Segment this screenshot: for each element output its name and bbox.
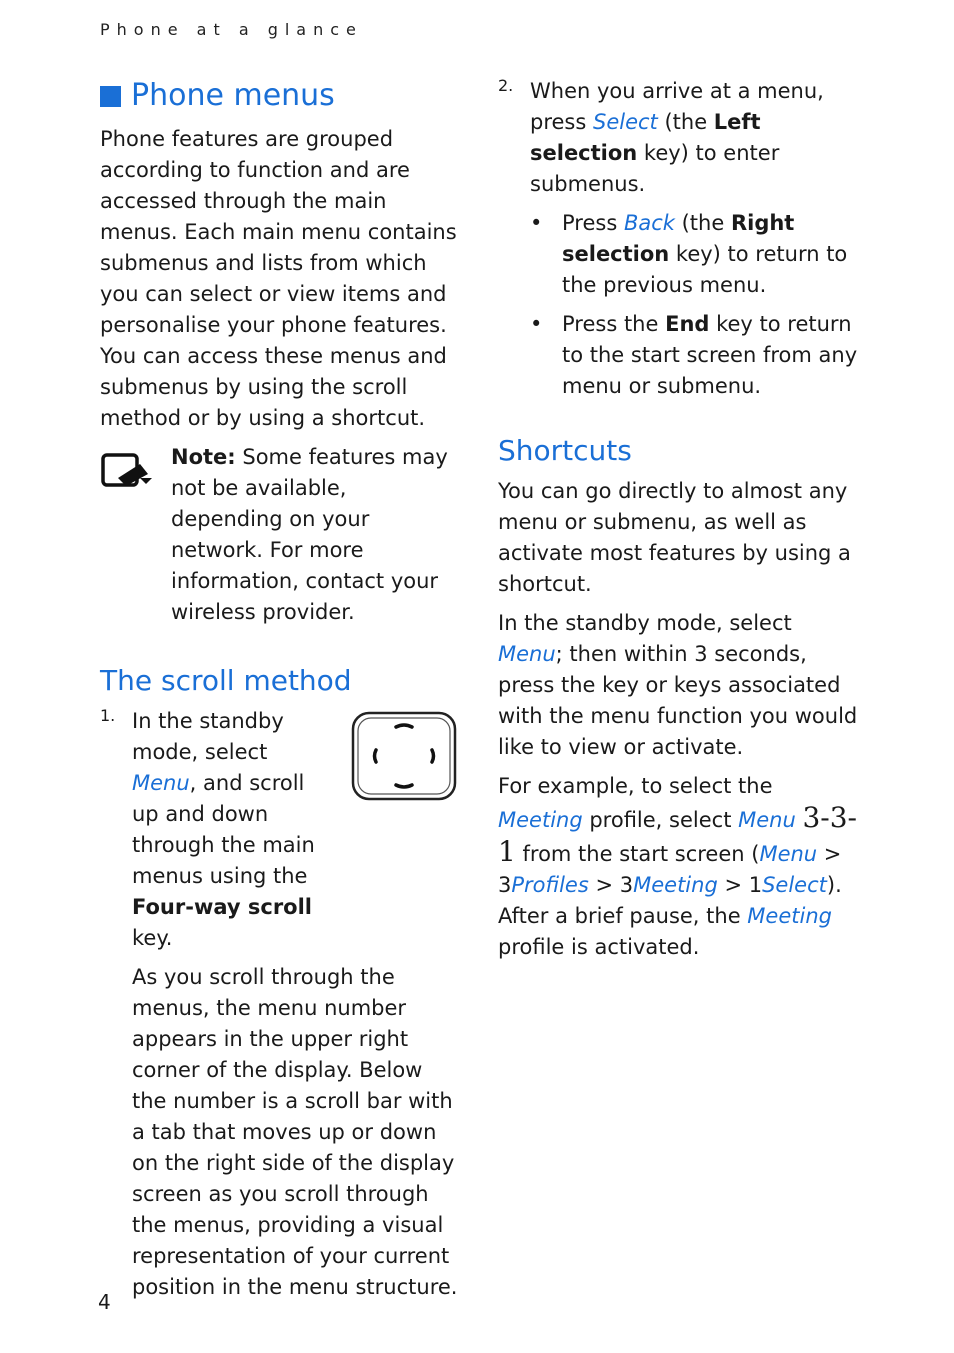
note-pencil-icon <box>100 452 152 492</box>
right-selection-key-label: Right selection <box>562 211 795 266</box>
back-link: Back <box>623 211 675 235</box>
bullet-end: • Press the End key to return to the start screen from any menu or submenu. <box>530 309 858 402</box>
shortcuts-paragraph-3: For example, to select the Meeting profile, select Menu 3-3-1 from the start screen (Menu > 3Profiles > 3Meeting > 1Select). After a brief pause, the Meeting profile is activated. <box>498 774 858 959</box>
note-block <box>100 442 460 628</box>
four-way-key-label: Four-way scroll <box>132 895 312 919</box>
step-2 <box>498 76 858 402</box>
meeting-link: Meeting <box>498 808 583 832</box>
note-label: Note: <box>171 445 236 469</box>
shortcut-code: 3-3-1 <box>498 801 858 868</box>
shortcuts-paragraph-1: You can go directly to almost any menu or submenu, as well as activate most features by using a shortcut. <box>498 479 851 596</box>
end-key-label: End <box>665 312 710 336</box>
intro-paragraph: Phone features are grouped according to function and are accessed through the main menus. Each main menu contains submenus and lists from which you can select or view items and personalise your phone features. You can access these menus and submenus by using the scroll method or by using a shortcut. <box>100 127 457 430</box>
section-title-text: Phone menus <box>131 78 335 113</box>
shortcuts-paragraph-2: In the standby mode, select Menu; then within 3 seconds, press the key or keys associated with the menu function you would like to view or activate. <box>498 611 858 759</box>
menu-link: Menu <box>498 642 556 666</box>
four-way-scroll-key-icon <box>350 710 458 802</box>
meeting-link: Meeting <box>747 904 832 928</box>
left-selection-key-label: Left selection <box>530 110 761 165</box>
bullet-back: • Press Back (the Right selection key) to return to the previous menu. <box>530 208 858 301</box>
menu-link: Menu <box>738 808 796 832</box>
left-column <box>100 76 460 1303</box>
step-1 <box>100 706 460 1303</box>
bullet-dot: • <box>530 312 543 336</box>
step-2-text: When you arrive at a menu, press Select (the Left selection key) to enter submenus. <box>530 79 824 196</box>
step-1-paragraph: As you scroll through the menus, the menu number appears in the upper right corner of the display. Below the number is a scroll bar with a tab that moves up or down on the right side of the display screen as you scroll through the menus, providing a visual representation of your current position in the menu structure. <box>132 965 458 1299</box>
step-1-number: 1. <box>100 706 116 725</box>
step-2-number: 2. <box>498 76 514 95</box>
running-header: Phone at a glance <box>100 20 363 39</box>
shortcuts-heading: Shortcuts <box>498 434 632 467</box>
menu-link: Menu <box>759 842 818 866</box>
profiles-link: Profiles <box>511 873 589 897</box>
step-1-text: In the standby mode, select Menu, and scroll up and down through the main menus using the Four-way scroll key. <box>132 709 315 950</box>
meeting-link: Meeting <box>633 873 718 897</box>
bullet-dot: • <box>530 211 543 235</box>
page-number: 4 <box>98 1290 111 1314</box>
select-link: Select <box>592 110 658 134</box>
section-title <box>100 76 460 116</box>
title-square-icon <box>100 86 121 107</box>
menu-link: Menu <box>132 771 190 795</box>
select-link: Select <box>762 873 827 897</box>
right-column <box>498 76 858 963</box>
note-text: Some features may not be available, depending on your network. For more information, contact your wireless provider. <box>171 445 448 624</box>
scroll-method-heading: The scroll method <box>100 664 352 697</box>
